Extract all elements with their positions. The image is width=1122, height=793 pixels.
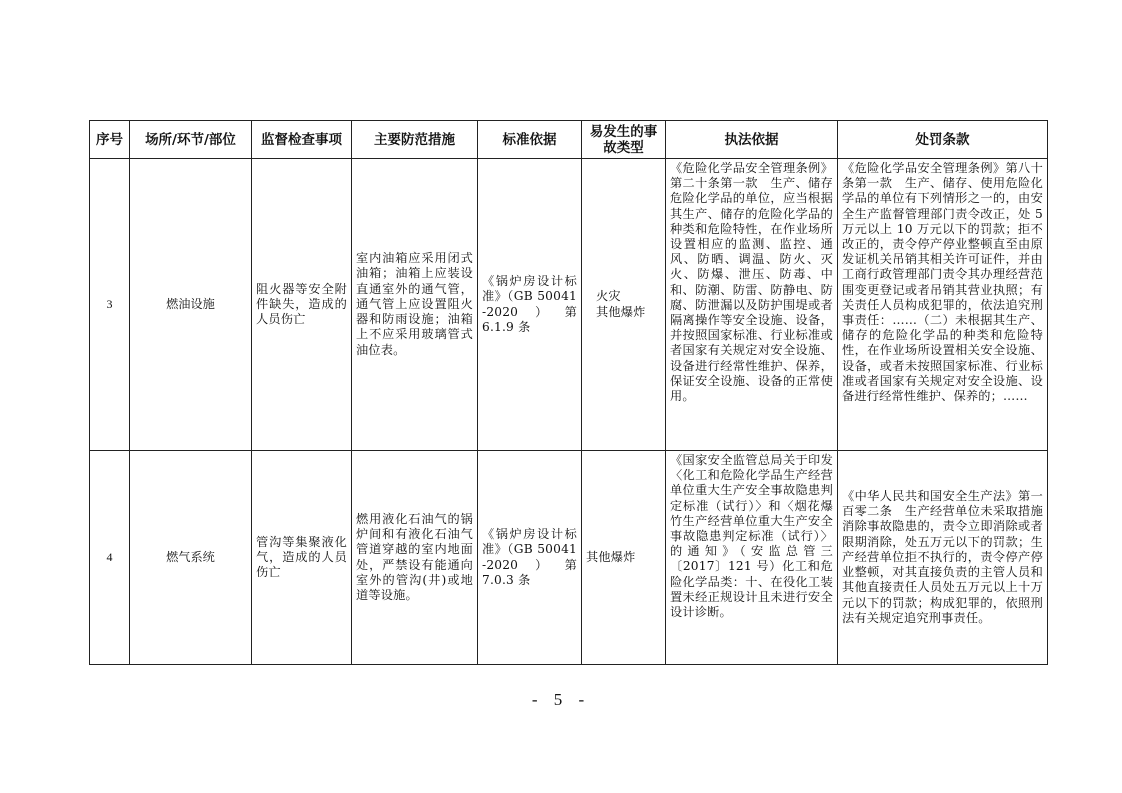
inspection-table <box>89 120 1048 665</box>
row-measures <box>352 159 478 451</box>
row-place: 燃气系统 <box>130 451 252 665</box>
row-item <box>252 159 352 451</box>
header-place: 场所/环节/部位 <box>130 121 252 159</box>
row-place: 燃油设施 <box>130 159 252 451</box>
row-penalty-text: 《危险化学品安全管理条例》第八十条第一款 生产、储存、使用危险化学品的单位有下列情形之一的，由安全生产监督管理部门责令改正，处 5 万元以上 10 万元以下的罚款；拒不改正的，责令停产停业整顿直至由原发证机关吊销其相关许可证件，并由工商行政管理部门责令其办理经营范围变更登记或者吊销其营业执照；有关责任人员构成犯罪的，依法追究刑事责任：……（二）未根据其生产、储存的危险化学品的种类和危险特性，在作业场所设置相关安全设施、设备，或者未按照国家标准、行业标准或者国家有关规定对安全设施、设备进行经常性维护、保养的；…… <box>842 161 1043 404</box>
header-measures: 主要防范措施 <box>352 121 478 159</box>
accident-type-2: 其他爆炸 <box>596 304 646 319</box>
row-measures <box>352 451 478 665</box>
row-measures-text: 室内油箱应采用闭式油箱；油箱上应装设直通室外的通气管，通气管上应设置阻火器和防雨设施；油箱上不应采用玻璃管式油位表。 <box>356 251 473 357</box>
header-row <box>90 121 1048 159</box>
accident-type-1: 火灾 <box>596 289 621 304</box>
row-item-text: 阻火器等安全附件缺失，造成的人员伤亡 <box>256 281 347 327</box>
row-penalty <box>838 451 1048 665</box>
row-measures-text: 燃用液化石油气的锅炉间和有液化石油气管道穿越的室内地面处，严禁设有能通向室外的管沟(井)或地道等设施。 <box>356 511 473 602</box>
header-law: 执法依据 <box>666 121 838 159</box>
row-standard <box>478 159 582 451</box>
header-seq: 序号 <box>90 121 130 159</box>
row-law-text: 《国家安全监管总局关于印发〈化工和危险化学品生产经营单位重大生产安全事故隐患判定标准（试行）〉和〈烟花爆竹生产经营单位重大生产安全事故隐患判定标准（试行）〉的通知》（安监总管三〔2017〕121 号）化工和危险化学品类：十、在役化工装置未经正规设计且未进行安全设计诊断。 <box>670 453 833 620</box>
row-standard-text: 《锅炉房设计标准》（GB 50041 -2020）第 7.0.3 条 <box>482 527 577 587</box>
row-accident-type <box>582 159 666 451</box>
header-accident-type-text: 易发生的事故类型 <box>589 123 658 156</box>
row-item <box>252 451 352 665</box>
row-law <box>666 451 838 665</box>
table-row <box>90 451 1048 665</box>
header-accident-type <box>582 121 666 159</box>
header-penalty: 处罚条款 <box>838 121 1048 159</box>
header-item: 监督检查事项 <box>252 121 352 159</box>
row-seq: 4 <box>90 451 130 665</box>
row-item-text: 管沟等集聚液化气，造成的人员伤亡 <box>256 534 347 580</box>
row-standard-text: 《锅炉房设计标准》（GB 50041 -2020）第 6.1.9 条 <box>482 274 577 334</box>
table-row <box>90 159 1048 451</box>
row-penalty <box>838 159 1048 451</box>
row-penalty-text: 《中华人民共和国安全生产法》第一百零二条 生产经营单位未采取措施消除事故隐患的，责令立即消除或者限期消除，处五万元以下的罚款；生产经营单位拒不执行的，责令停产停业整顿，对其直接负责的主管人员和其他直接责任人员处五万元以上十万元以下的罚款；构成犯罪的，依照刑法有关规定追究刑事责任。 <box>842 489 1043 625</box>
row-law-text: 《危险化学品安全管理条例》第二十条第一款 生产、储存危险化学品的单位，应当根据其生产、储存的危险化学品的种类和危险特性，在作业场所设置相应的监测、监控、通风、防晒、调温、防火、灭火、防爆、泄压、防毒、中和、防潮、防雷、防静电、防腐、防泄漏以及防护围堤或者隔离操作等安全设施、设备，并按照国家标准、行业标准或者国家有关规定对安全设施、设备进行经常性维护、保养，保证安全设施、设备的正常使用。 <box>670 161 833 404</box>
row-law <box>666 159 838 451</box>
row-seq: 3 <box>90 159 130 451</box>
header-standard: 标准依据 <box>478 121 582 159</box>
accident-type-1: 其他爆炸 <box>586 549 636 564</box>
row-standard <box>478 451 582 665</box>
page-number: - 5 - <box>531 690 591 709</box>
row-accident-type <box>582 451 666 665</box>
